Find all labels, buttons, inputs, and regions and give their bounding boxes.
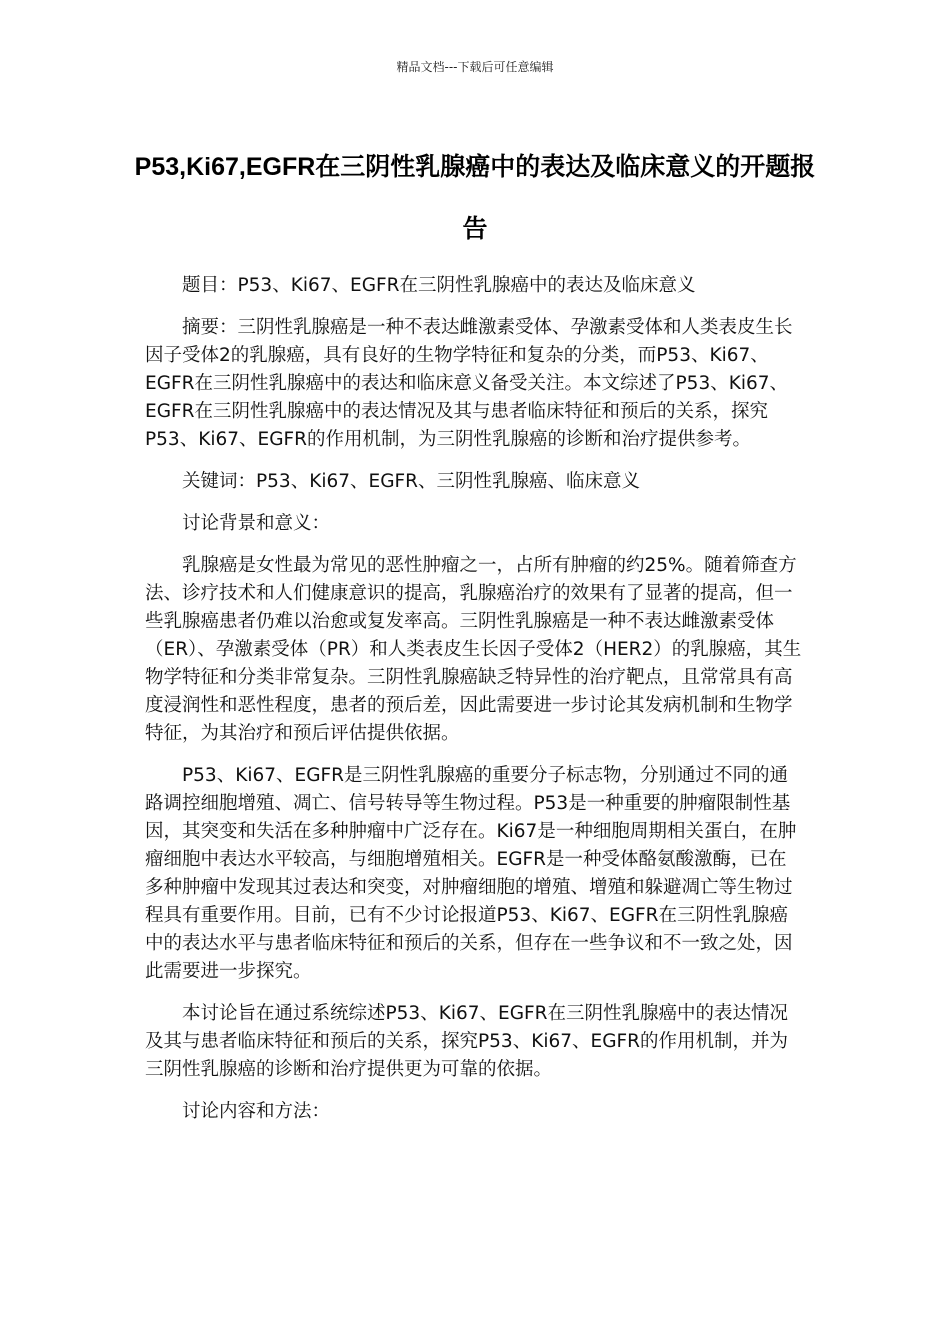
body-paragraph: 乳腺癌是女性最为常见的恶性肿瘤之一，占所有肿瘤的约25%。随着筛查方法、诊疗技术和人们健康意识的提高，乳腺癌治疗的效果有了显著的提高，但一些乳腺癌患者仍难以治愈或复发率高。三阴性乳腺癌是一种不表达雌激素受体（ER）、孕激素受体（PR）和人类表皮生长因子受体2（HER2）的乳腺癌，其生物学特征和分类非常复杂。三阴性乳腺癌缺乏特异性的治疗靶点，且常常具有高度浸润性和恶性程度，患者的预后差，因此需要进一步讨论其发病机制和生物学特征，为其治疗和预后评估提供依据。 bbox=[145, 555, 802, 744]
background-heading: 讨论背景和意义： bbox=[182, 513, 331, 534]
document-body bbox=[145, 272, 805, 1140]
body-paragraph: 本讨论旨在通过系统综述P53、Ki67、EGFR在三阴性乳腺癌中的表达情况及其与患者临床特征和预后的关系，探究P53、Ki67、EGFR的作用机制，并为三阴性乳腺癌的诊断和治疗提供更为可靠的依据。 bbox=[145, 1003, 789, 1080]
methods-heading: 讨论内容和方法： bbox=[182, 1101, 331, 1122]
keywords-paragraph: 关键词：P53、Ki67、EGFR、三阴性乳腺癌、临床意义 bbox=[182, 471, 641, 492]
topic-paragraph: 题目：P53、Ki67、EGFR在三阴性乳腺癌中的表达及临床意义 bbox=[182, 275, 696, 296]
page-header: 精品文档---下载后可任意编辑 bbox=[396, 60, 554, 74]
body-paragraph: P53、Ki67、EGFR是三阴性乳腺癌的重要分子标志物，分别通过不同的通路调控细胞增殖、凋亡、信号转导等生物过程。P53是一种重要的肿瘤限制性基因，其突变和失活在多种肿瘤中广泛存在。Ki67是一种细胞周期相关蛋白，在肿瘤细胞中表达水平较高，与细胞增殖相关。EGFR是一种受体酪氨酸激酶，已在多种肿瘤中发现其过表达和突变，对肿瘤细胞的增殖、增殖和躲避凋亡等生物过程具有重要作用。目前，已有不少讨论报道P53、Ki67、EGFR在三阴性乳腺癌中的表达水平与患者临床特征和预后的关系，但存在一些争议和不一致之处，因此需要进一步探究。 bbox=[145, 765, 797, 982]
abstract-paragraph: 摘要：三阴性乳腺癌是一种不表达雌激素受体、孕激素受体和人类表皮生长因子受体2的乳腺癌，具有良好的生物学特征和复杂的分类，而P53、Ki67、EGFR在三阴性乳腺癌中的表达和临床意义备受关注。本文综述了P53、Ki67、EGFR在三阴性乳腺癌中的表达情况及其与患者临床特征和预后的关系，探究P53、Ki67、EGFR的作用机制，为三阴性乳腺癌的诊断和治疗提供参考。 bbox=[145, 317, 793, 450]
document-title: P53,Ki67,EGFR在三阴性乳腺癌中的表达及临床意义的开题报告 bbox=[134, 153, 816, 243]
